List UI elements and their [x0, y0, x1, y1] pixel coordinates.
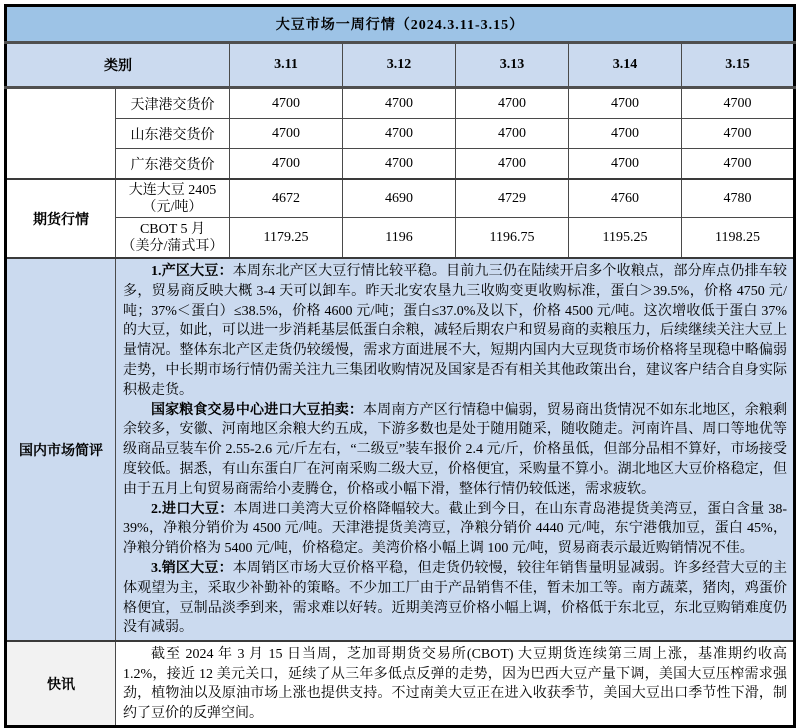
review-paragraph-producing-area [123, 262, 787, 401]
row-label-guangdong: 广东港交货价 [116, 149, 230, 180]
date-header-2: 3.12 [343, 43, 456, 88]
review-section-label: 国内市场简评 [6, 258, 116, 641]
price-cell: 4700 [230, 149, 343, 180]
price-cell: 4780 [682, 179, 795, 218]
price-cell: 4690 [343, 179, 456, 218]
price-cell: 4760 [569, 179, 682, 218]
soybean-weekly-table [4, 4, 795, 721]
review-paragraph-sales-area [123, 559, 787, 638]
title-row [6, 6, 795, 43]
row-label-dalian-line2: （元/吨） [142, 199, 203, 215]
row-label-cbot [116, 218, 230, 259]
row-label-dalian [116, 179, 230, 218]
paragraph-lead: 2.进口大豆： [151, 501, 234, 517]
price-cell: 1196 [343, 218, 456, 259]
price-cell: 4700 [569, 88, 682, 119]
table-row-cbot-futures [6, 218, 795, 259]
news-paragraph [123, 645, 787, 723]
row-label-dalian-line1: 大连大豆 2405 [128, 182, 217, 198]
header-row [6, 43, 795, 88]
row-label-cbot-line2: （美分/蒲式耳） [121, 238, 224, 254]
row-label-tianjin: 天津港交货价 [116, 88, 230, 119]
table-row-tianjin [6, 88, 795, 119]
price-cell: 4700 [230, 119, 343, 149]
price-cell: 4700 [569, 149, 682, 180]
market-table [4, 4, 796, 728]
review-paragraph-auction [123, 401, 787, 500]
price-cell: 4700 [456, 119, 569, 149]
paragraph-lead: 3.销区大豆： [151, 560, 233, 576]
paragraph-text: 本周南方产区行情稳中偏弱，贸易商出货情况不如东北地区，余粮剩余较多，安徽、河南地区余粮大约五成，下游多数也是处于随用随采，随收随走。河南许昌、周口等地优等级商品豆装车价 2.55-2.6 元/斤左右，“二级豆”装车报价 2.4 元/斤，价格虽低，但部分品相不算好，市场接受度较低。据悉，有山东蛋白厂在河南采购二级大豆，价格便宜，采购量不算小。湖北地区大豆价格稳定，但由于五月上旬贸易商需给小麦腾仓，价格或小幅下滑，整体行情仍较低迷，需求疲软。 [123, 402, 787, 497]
paragraph-lead: 1.产区大豆： [151, 264, 233, 279]
price-cell: 4700 [230, 88, 343, 119]
date-header-4: 3.14 [569, 43, 682, 88]
paragraph-text: 截至 2024 年 3 月 15 日当周，芝加哥期货交易所(CBOT) 大豆期货连续第三周上涨，基准期约收高 1.2%，接近 12 美元关口，延续了从三年多低点反弹的走势，因为巴西大豆产量下调，美国大豆压榨需求强劲，植物油以及原油市场上涨也提供支持。不过南美大豆正在进入收获季节，美国大豆出口季节性下滑，制约了豆价的反弹空间。 [123, 647, 787, 721]
row-label-shandong: 山东港交货价 [116, 119, 230, 149]
price-cell: 1179.25 [230, 218, 343, 259]
paragraph-text: 本周销区市场大豆价格平稳，但走货仍较慢，较往年销售量明显减弱。许多经营大豆的主体观望为主，采取少补勤补的策略。不少加工厂由于产品销售不佳，暂未加工等。南方蔬菜，猪肉，鸡蛋价格便宜，豆制品淡季到来，需求难以好转。近期美湾豆价格小幅上调，价格低于东北豆，东北豆购销难度仍没有减弱。 [123, 560, 787, 636]
price-cell: 4700 [343, 149, 456, 180]
price-cell: 4700 [682, 119, 795, 149]
review-text-block [116, 258, 795, 641]
row-label-cbot-line1: CBOT 5 月 [139, 221, 206, 237]
table-row-guangdong [6, 149, 795, 180]
review-paragraph-imported [123, 500, 787, 559]
price-cell: 1198.25 [682, 218, 795, 259]
table-row-dalian-futures [6, 179, 795, 218]
price-cell: 4700 [456, 88, 569, 119]
date-header-1: 3.11 [230, 43, 343, 88]
paragraph-lead: 国家粮食交易中心进口大豆拍卖： [151, 402, 364, 418]
price-cell: 4700 [343, 119, 456, 149]
price-cell: 4700 [343, 88, 456, 119]
category-header: 类别 [6, 43, 230, 88]
date-header-5: 3.15 [682, 43, 795, 88]
price-cell: 4700 [682, 88, 795, 119]
price-cell: 4700 [569, 119, 682, 149]
paragraph-text: 本周进口美湾大豆价格降幅较大。截止到今日，在山东青岛港提货美湾豆，蛋白含量 38-39%，净粮分销价为 4500 元/吨。天津港提货美湾豆，净粮分销价 4440 元/吨，东宁港俄加豆，蛋白 45%，净粮分销价格为 5400 元/吨，价格稳定。美湾价格小幅上调 100 元/吨，贸易商表示最近购销情况不佳。 [123, 501, 787, 557]
news-section-label: 快讯 [6, 641, 116, 727]
futures-group-label: 期货行情 [6, 179, 116, 258]
price-cell: 4700 [456, 149, 569, 180]
review-section [6, 258, 795, 641]
price-cell: 1195.25 [569, 218, 682, 259]
page-title: 大豆市场一周行情（2024.3.11-3.15） [6, 6, 795, 43]
date-header-3: 3.13 [456, 43, 569, 88]
price-cell: 4700 [682, 149, 795, 180]
paragraph-text: 本周东北产区大豆行情比较平稳。目前九三仍在陆续开启多个收粮点，部分库点仍排车较多，贸易商反映大概 3-4 天可以卸车。昨天北安农垦九三收购变更收购标准，蛋白＞39.5%，价格 4750 元/吨；37%＜蛋白）≤38.5%，价格 4600 元/吨；蛋白≤37.0%及以下，价格 4500 元/吨。这次增收低于蛋白 37%的大豆，如此，可以进一步消耗基层低蛋白余粮，减轻后期农户和贸易商的卖粮压力，后续继续关注大豆上量情况。整体东北产区走货仍较缓慢，需求方面进展不大，短期内国内大豆现货市场价格将呈现稳中略偏弱走势，中长期市场行情仍需关注九三集团收购情况及国家是否有相关其他政策出台，建议客户结合自身实际积极走货。 [123, 264, 787, 398]
table-row-shandong [6, 119, 795, 149]
spot-group-cell [6, 88, 116, 180]
price-cell: 4729 [456, 179, 569, 218]
price-cell: 1196.75 [456, 218, 569, 259]
price-cell: 4672 [230, 179, 343, 218]
